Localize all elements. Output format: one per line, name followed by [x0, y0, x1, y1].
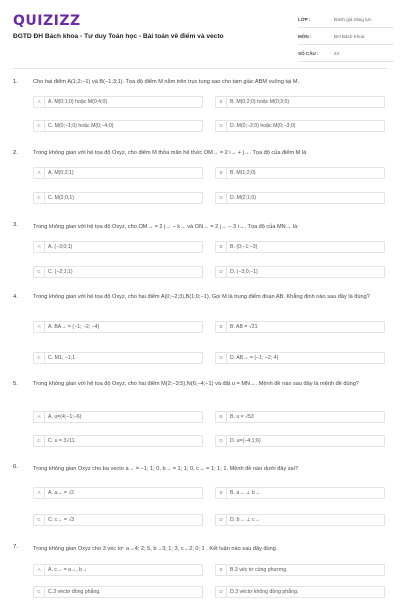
option-letter: B	[216, 565, 227, 575]
option-letter: C	[34, 587, 45, 597]
option-text: C. u = 3√11	[48, 438, 75, 444]
question-text: Trong không gian với hệ tọa độ Oxyz, cho hai điểm A(0;−2;3),B(1;0;−1). Gọi M là trung điểm đoạn AB. Khẳng định nào sau đây là đúng?	[33, 294, 370, 300]
option-b[interactable]	[215, 96, 385, 108]
option-text: D. AB→ = (−1; −2; 4)	[230, 355, 279, 361]
meta-row-class	[298, 14, 394, 28]
option-text: A. M(0;1;0) hoặc M(0;4;0)	[48, 99, 108, 105]
option-text: B. u = √53	[230, 414, 254, 420]
option-letter: A	[34, 97, 45, 107]
worksheet-title: ĐGTD ĐH Bách khoa - Tư duy Toán học - Bài toán về điểm và vecto	[13, 33, 224, 40]
option-letter: C	[34, 515, 45, 525]
option-d[interactable]	[215, 435, 385, 447]
option-text: A. BA→ = (−1; −2; −4)	[48, 324, 100, 330]
question-number: 5.	[13, 381, 18, 387]
option-a[interactable]	[33, 411, 203, 423]
question-text: Trong không gian với hệ tọa độ Oxyz, cho điểm M thỏa mãn hệ thức OM→ = 2 i→ + j→. Tọa độ của điểm M là	[33, 150, 307, 156]
question-number: 3.	[13, 222, 18, 228]
option-a[interactable]	[33, 96, 203, 108]
option-text: B.3 véc tơ cùng phương.	[230, 567, 288, 573]
question-text: Trong không gian với hệ tọa độ Oxyz, cho hai điểm M(2;−3;5),N(6;−4;−1) và đặt u = MN→. Mệnh đề nào sau đây là mệnh đề đúng?	[33, 381, 359, 387]
question-text: Trong không gian Oxyz cho ba vecto a→ = −1; 1; 0, b→ = 1; 1; 0, c→ = 1; 1; 1. Mệnh đề nào dưới đây sai?	[33, 466, 298, 472]
option-text: D. u=(−4;1;6)	[230, 438, 261, 444]
option-text: C. M1; −1;1	[48, 355, 75, 361]
meta-row-count	[298, 48, 394, 62]
option-c[interactable]	[33, 120, 203, 132]
option-letter: B	[216, 97, 227, 107]
option-a[interactable]	[33, 487, 203, 499]
meta-label: MÔN :	[298, 34, 312, 39]
option-a[interactable]	[33, 321, 203, 333]
option-letter: D	[216, 121, 227, 131]
option-text: C. M(2;0;1)	[48, 195, 74, 201]
option-letter: D	[216, 193, 227, 203]
option-a[interactable]	[33, 241, 203, 253]
option-text: C. M(0;−1;0) hoặc M(0;−4;0)	[48, 123, 114, 129]
option-d[interactable]	[215, 120, 385, 132]
option-text: A. M(0;2;1)	[48, 170, 74, 176]
option-letter: C	[34, 353, 45, 363]
option-text: A. (−3;0;1)	[48, 244, 73, 250]
option-d[interactable]	[215, 192, 385, 204]
option-letter: A	[34, 412, 45, 422]
option-letter: D	[216, 267, 227, 277]
option-b[interactable]	[215, 241, 385, 253]
option-b[interactable]	[215, 411, 385, 423]
option-text: B. AB = √21	[230, 324, 258, 330]
option-letter: B	[216, 412, 227, 422]
option-text: B. M(1;2;0)	[230, 170, 256, 176]
meta-label: SỐ CÂU :	[298, 51, 319, 56]
option-d[interactable]	[215, 586, 385, 598]
option-letter: B	[216, 168, 227, 178]
option-text: B. M(0;2;0) hoặc M(0;3;0)	[230, 99, 290, 105]
option-letter: C	[34, 436, 45, 446]
option-letter: C	[34, 193, 45, 203]
option-letter: C	[34, 267, 45, 277]
quizizz-logo: QUIZIZZ	[13, 13, 81, 29]
option-text: B. a→ ⊥ b→	[230, 490, 260, 496]
question-number: 7.	[13, 544, 18, 550]
option-text: D. b→ ⊥ c→	[230, 517, 260, 523]
option-text: C. c→ = √3	[48, 517, 75, 523]
question-number: 2.	[13, 150, 18, 156]
meta-info	[298, 14, 394, 65]
option-letter: A	[34, 488, 45, 498]
option-letter: D	[216, 515, 227, 525]
option-text: C.3 véctơ đồng phẳng.	[48, 589, 101, 595]
worksheet-header	[0, 0, 400, 70]
option-letter: B	[216, 242, 227, 252]
option-d[interactable]	[215, 352, 385, 364]
option-letter: D	[216, 587, 227, 597]
question-number: 4.	[13, 294, 18, 300]
option-letter: A	[34, 242, 45, 252]
option-letter: A	[34, 565, 45, 575]
meta-value: 24	[334, 51, 340, 56]
option-text: A. c→ = a→, b→	[48, 567, 88, 573]
option-c[interactable]	[33, 192, 203, 204]
option-text: B. (0;−1;−3)	[230, 244, 258, 250]
meta-row-subject	[298, 31, 394, 45]
option-c[interactable]	[33, 514, 203, 526]
option-b[interactable]	[215, 564, 385, 576]
option-c[interactable]	[33, 435, 203, 447]
option-text: D. M(0;−2;0) hoặc M(0;−3;0)	[230, 123, 296, 129]
option-text: D. M(2;1;0)	[230, 195, 256, 201]
question-number: 1.	[13, 79, 18, 85]
question-number: 6.	[13, 464, 18, 470]
option-b[interactable]	[215, 321, 385, 333]
option-text: C. (−2;1;1)	[48, 269, 73, 275]
option-letter: B	[216, 322, 227, 332]
meta-value: ĐH Bách Khoa	[334, 34, 365, 39]
option-a[interactable]	[33, 167, 203, 179]
question-text: Trong không gian Oxyz cho 3 véc tơ: a→4; 2; 5, b→3; 1; 3, c→2; 0; 1 . Kết luận nào sau đây đúng	[33, 546, 276, 552]
option-letter: A	[34, 168, 45, 178]
option-b[interactable]	[215, 487, 385, 499]
option-letter: D	[216, 436, 227, 446]
question-text: Trong không gian với hệ tọa độ Oxyz, cho OM→ = 2 j→ − k→ và ON→ = 2 j→ − 3 i→. Tọa độ của MN→ là:	[33, 224, 299, 230]
option-c[interactable]	[33, 352, 203, 364]
option-text: D. (−3;0;−1)	[230, 269, 258, 275]
option-letter: B	[216, 488, 227, 498]
option-a[interactable]	[33, 564, 203, 576]
option-c[interactable]	[33, 586, 203, 598]
option-d[interactable]	[215, 514, 385, 526]
option-b[interactable]	[215, 167, 385, 179]
option-d[interactable]	[215, 266, 385, 278]
option-text: D.3 véctơ không đồng phẳng.	[230, 589, 299, 595]
header-divider	[13, 68, 387, 69]
meta-label: LỚP :	[298, 17, 311, 22]
option-letter: D	[216, 353, 227, 363]
question-text: Cho hai điểm A(1;2;−1) và B(−1;3;1). Tọa độ điểm M nằm trên trục tung sao cho tam giác ABM vuông tại M.	[33, 79, 300, 85]
option-c[interactable]	[33, 266, 203, 278]
option-text: A. a→ = √2	[48, 490, 75, 496]
option-letter: C	[34, 121, 45, 131]
option-letter: A	[34, 322, 45, 332]
option-text: A. u=(4;−1;−6)	[48, 414, 82, 420]
meta-value: Đánh giá năng lực	[334, 17, 372, 22]
